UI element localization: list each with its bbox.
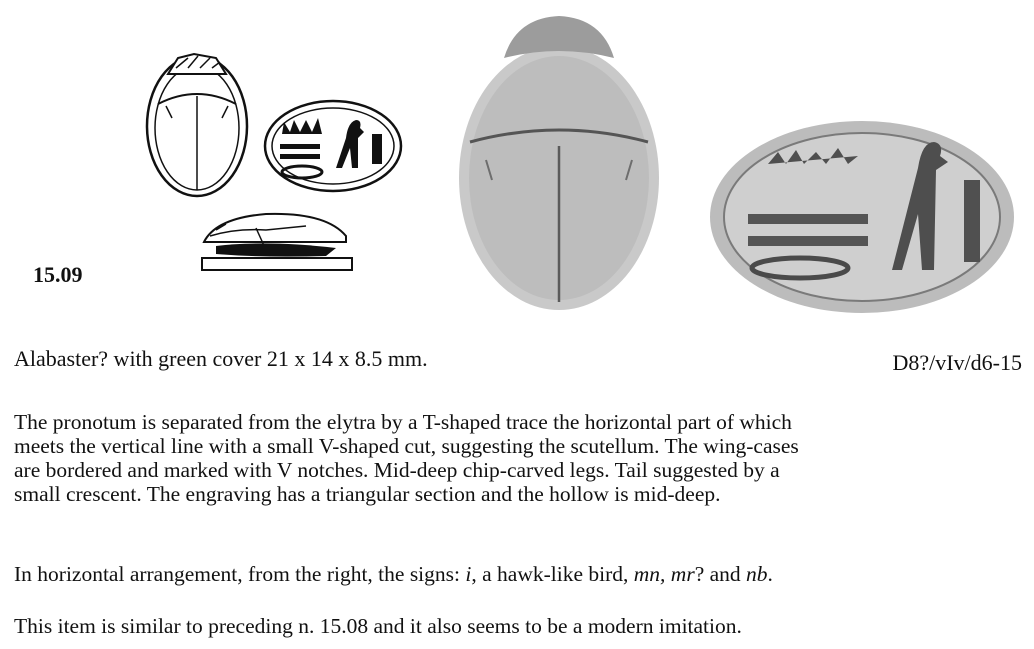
scarab-back-photo [456,10,662,312]
description-line: The pronotum is separated from the elytra by a T-shaped trace the horizontal part of which [14,410,792,434]
description-paragraph [14,410,1029,506]
description-line: meets the vertical line with a small V-shaped cut, suggesting the scutellum. The wing-cases [14,434,799,458]
description-line: small crescent. The engraving has a triangular section and the hollow is mid-deep. [14,482,721,506]
sign-mn-mr: mn, mr [633,562,695,586]
classification-code: D8?/vIv/d6-15 [892,350,1022,375]
catalogue-number: 15.09 [33,262,83,287]
signs-paragraph: In horizontal arrangement, from the right, the signs: i, a hawk-like bird, mn, mr? and nb. [14,562,773,586]
scarab-back-drawing [136,44,258,204]
sign-i: i [465,562,472,586]
sign-nb: nb [746,562,768,586]
description-line: are bordered and marked with V notches. Mid-deep chip-carved legs. Tail suggested by a [14,458,780,482]
scarab-base-photo [708,118,1016,316]
scarab-base-drawing [262,98,404,194]
scarab-side-drawing [196,206,356,274]
comparison-paragraph: This item is similar to preceding n. 15.08 and it also seems to be a modern imitation. [14,614,742,638]
material-dimensions: Alabaster? with green cover 21 x 14 x 8.5 mm. [14,346,428,371]
